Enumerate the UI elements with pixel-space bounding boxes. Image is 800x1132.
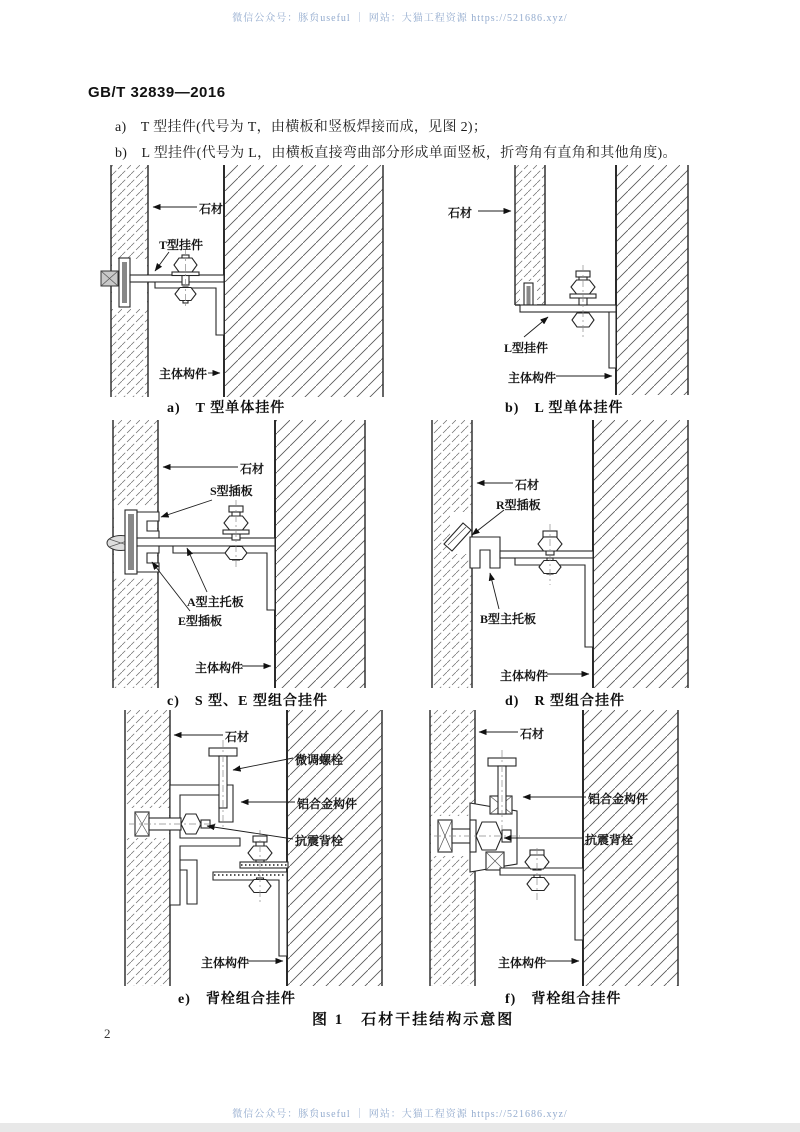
diagram-d-drawing xyxy=(420,420,710,688)
diagram-panel-d xyxy=(420,420,710,688)
caption-a: a) T 型单体挂件 xyxy=(167,401,286,416)
label-stone: 石材 xyxy=(448,206,473,220)
label-structure: 主体构件 xyxy=(508,371,557,385)
label-l-hanger: L型挂件 xyxy=(504,341,549,355)
diagram-a-drawing xyxy=(95,165,385,397)
caption-f: f) 背栓组合挂件 xyxy=(505,992,622,1007)
list-item-b: b) L 型挂件(代号为 L，由横板直接弯曲部分形成单面竖板，折弯角有直角和其他角度)。 xyxy=(115,146,677,161)
label-aluminum: 铝合金构件 xyxy=(297,797,358,811)
label-stone: 石材 xyxy=(240,462,265,476)
label-adjust-bolt: 微调螺栓 xyxy=(295,753,344,767)
label-structure: 主体构件 xyxy=(195,661,244,675)
label-r-plate: R型插板 xyxy=(496,498,541,512)
page-number: 2 xyxy=(104,1026,111,1041)
watermark-bottom: 微信公众号：豚贠useful ｜ 网站：大猫工程资源 https://521686.xyz/ xyxy=(232,1109,568,1120)
label-b-plate: B型主托板 xyxy=(480,612,537,626)
standard-number: GB/T 32839—2016 xyxy=(88,84,226,101)
label-s-plate: S型插板 xyxy=(210,484,253,498)
label-stone: 石材 xyxy=(515,478,540,492)
structure-wall xyxy=(583,710,678,986)
structure-wall xyxy=(593,420,688,688)
diagram-panel-b xyxy=(420,165,710,397)
leader-lines xyxy=(174,735,295,961)
list-item-a: a) T 型挂件(代号为 T，由横板和竖板焊接而成，见图 2)； xyxy=(115,120,488,135)
diagram-panel-e xyxy=(95,710,385,986)
structure-wall xyxy=(616,165,688,395)
label-stone: 石材 xyxy=(520,727,545,741)
label-aluminum: 铝合金构件 xyxy=(588,792,649,806)
structure-wall xyxy=(224,165,383,397)
caption-e: e) 背栓组合挂件 xyxy=(178,992,296,1007)
label-structure: 主体构件 xyxy=(201,956,250,970)
watermark-top: 微信公众号：豚贠useful ｜ 网站：大猫工程资源 https://521686.xyz/ xyxy=(232,13,568,24)
diagram-f-drawing xyxy=(420,710,710,986)
label-back-bolt: 抗震背栓 xyxy=(585,833,634,847)
diagram-panel-a xyxy=(95,165,385,397)
label-stone: 石材 xyxy=(225,730,250,744)
caption-c: c) S 型、E 型组合挂件 xyxy=(167,694,328,709)
label-structure: 主体构件 xyxy=(498,956,547,970)
figure-caption: 图 1 石材干挂结构示意图 xyxy=(312,1012,515,1028)
caption-b: b) L 型单体挂件 xyxy=(505,401,624,416)
stone-wall xyxy=(125,710,170,986)
diagram-panel-f xyxy=(420,710,710,986)
label-t-hanger: T型挂件 xyxy=(159,238,204,252)
structure-wall xyxy=(275,420,365,688)
footer-bar xyxy=(0,1123,800,1132)
caption-d: d) R 型组合挂件 xyxy=(505,694,626,709)
diagram-b-drawing xyxy=(420,165,710,397)
label-e-plate: E型插板 xyxy=(178,614,223,628)
label-a-plate: A型主托板 xyxy=(187,595,244,609)
label-structure: 主体构件 xyxy=(159,367,208,381)
diagram-panel-c xyxy=(95,420,385,688)
label-stone: 石材 xyxy=(199,202,224,216)
label-structure: 主体构件 xyxy=(500,669,549,683)
label-back-bolt: 抗震背栓 xyxy=(295,834,344,848)
